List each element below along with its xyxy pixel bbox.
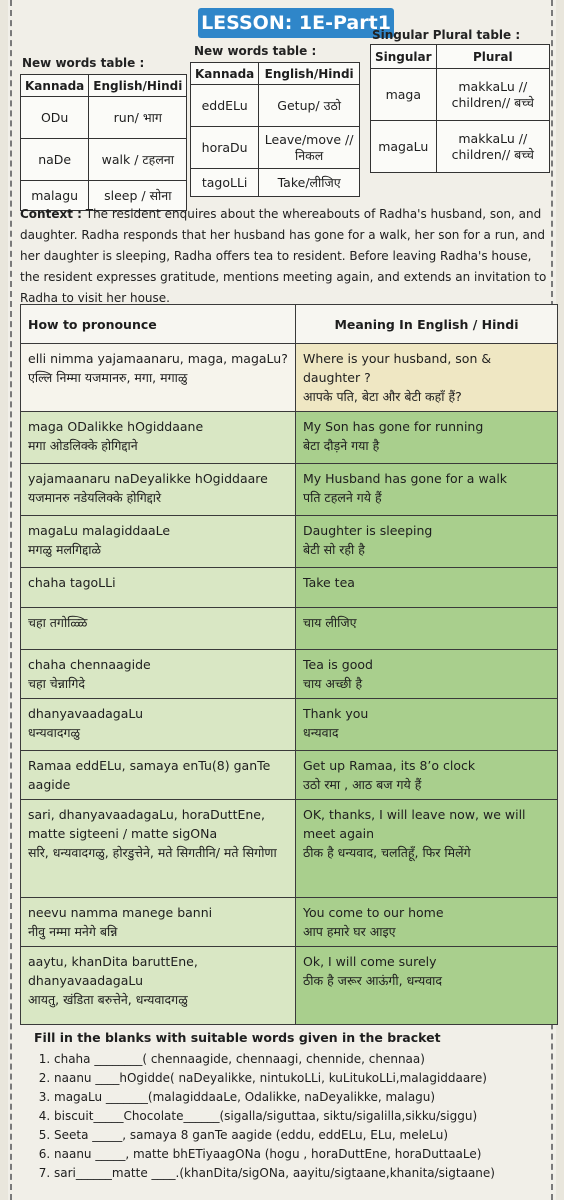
pronunciation-script: एल्लि निम्मा यजमानरु, मगा, मगाळु <box>28 370 188 385</box>
meaning-english: Daughter is sleeping <box>303 523 433 538</box>
singular-plural-table <box>370 44 550 173</box>
meaning-hindi: उठो रमा , आठ बज गये हैं <box>303 777 422 792</box>
table-row <box>21 898 558 947</box>
table-header: Kannada <box>191 63 259 85</box>
pronunciation-script: चहा तगोळ्ळि <box>28 615 88 630</box>
table-cell: naDe <box>21 139 89 181</box>
pronunciation-text: aaytu, khanDita baruttEne, dhanyavaadagaLu <box>28 954 198 988</box>
fill-blanks-list <box>34 1050 554 1183</box>
meaning-hindi: बेटा दौड़ने गया है <box>303 438 380 453</box>
meaning-hindi: ठीक है जरूर आऊंगी, धन्यवाद <box>303 973 443 988</box>
list-item: 5. Seeta _____, samaya 8 ganTe aagide (eddu, eddELu, ELu, meleLu) <box>54 1126 554 1145</box>
meaning-english: Where is your husband, son & daughter ? <box>303 351 492 385</box>
table-cell: makkaLu // children// बच्चे <box>436 121 549 173</box>
pronunciation-script: आयतु, खंडिता बरुत्तेने, धन्यवादगळु <box>28 992 188 1007</box>
table-cell: eddELu <box>191 85 259 127</box>
meaning-english: My Son has gone for running <box>303 419 484 434</box>
pronunciation-text: sari, dhanyavaadagaLu, horaDuttEne, matte sigteeni / matte sigONa <box>28 807 265 841</box>
table-header: Singular <box>371 45 437 69</box>
table-cell: ODu <box>21 97 89 139</box>
table-cell: makkaLu // children// बच्चे <box>436 69 549 121</box>
new-words-table-1 <box>20 74 187 211</box>
new-words-table-2 <box>190 62 360 197</box>
meaning-english: Get up Ramaa, its 8’o clock <box>303 758 476 773</box>
pronunciation-script: सरि, धन्यवादगळु, होरडुत्तेने, मते सिगतीनि/ मते सिगोणा <box>28 845 277 860</box>
table-row <box>21 516 558 568</box>
table-header: Kannada <box>21 75 89 97</box>
page-left-border <box>10 0 12 1200</box>
context-text: The resident enquires about the whereabouts of Radha's husband, son, and daughter. Radha responds that her husband has gone for a walk, her son for a run, and her daughter is sleeping, Radha offers tea to resident. Before leaving Radha's house, the resident expresses gratitude, mentions meeting again, and extends an invitation to Radha to visit her house. <box>20 207 547 305</box>
table-row <box>21 344 558 412</box>
list-item: 1. chaha ________( chennaagide, chennaagi, chennide, chennaa) <box>54 1050 554 1069</box>
table3-title: Singular Plural table : <box>372 28 521 42</box>
table-row <box>21 464 558 516</box>
meaning-english: Ok, I will come surely <box>303 954 437 969</box>
table-cell: Take/लीजिए <box>259 169 360 197</box>
table-cell: magaLu <box>371 121 437 173</box>
table-row <box>21 751 558 800</box>
meaning-hindi: चाय लीजिए <box>303 615 357 630</box>
meaning-hindi: धन्यवाद <box>303 725 339 740</box>
table-header: English/Hindi <box>89 75 187 97</box>
meaning-english: My Husband has gone for a walk <box>303 471 508 486</box>
pronunciation-script: मगा ओडलिक्के होगिद्दाने <box>28 438 138 453</box>
table-cell: Getup/ उठो <box>259 85 360 127</box>
lesson-title: LESSON: 1E-Part1 <box>201 12 391 34</box>
page <box>8 0 556 1200</box>
table-cell: walk / टहलना <box>89 139 187 181</box>
pronunciation-text: magaLu malagiddaaLe <box>28 523 171 538</box>
pronunciation-script: चहा चेन्नागिदे <box>28 676 85 691</box>
table-row <box>21 699 558 751</box>
pronunciation-text: Ramaa eddELu, samaya enTu(8) ganTe aagide <box>28 758 271 792</box>
pronunciation-script: नीवु नम्मा मनेगे बन्नि <box>28 924 118 939</box>
meaning-english: Thank you <box>303 706 369 721</box>
meaning-english: Tea is good <box>303 657 373 672</box>
table-cell: run/ भाग <box>89 97 187 139</box>
table-row <box>21 800 558 898</box>
list-item: 2. naanu ____hOgidde( naDeyalikke, nintukoLLi, kuLitukoLLi,malagiddaare) <box>54 1069 554 1088</box>
pronunciation-text: dhanyavaadagaLu <box>28 706 144 721</box>
table-cell: sleep / सोना <box>89 181 187 211</box>
fill-blanks-title: Fill in the blanks with suitable words given in the bracket <box>34 1030 441 1045</box>
meaning-hindi: ठीक है धन्यवाद, चलतिहूँ, फिर मिलेंगे <box>303 845 471 860</box>
table-header: Plural <box>436 45 549 69</box>
table-cell: horaDu <box>191 127 259 169</box>
list-item: 6. naanu _____, matte bhETiyaagONa (hogu , horaDuttEne, horaDuttaaLe) <box>54 1145 554 1164</box>
table-row <box>21 412 558 464</box>
table-row <box>21 650 558 699</box>
pronunciation-script: मगळु मलगिद्दाळे <box>28 542 101 557</box>
table-header: How to pronounce <box>21 305 296 344</box>
table-header: English/Hindi <box>259 63 360 85</box>
table2-title: New words table : <box>194 44 317 58</box>
context-paragraph <box>20 204 550 309</box>
pronunciation-table <box>20 304 558 1025</box>
meaning-hindi: बेटी सो रही है <box>303 542 365 557</box>
context-label: Context : <box>20 207 82 221</box>
meaning-english: OK, thanks, I will leave now, we will meet again <box>303 807 526 841</box>
table1-title: New words table : <box>22 56 145 70</box>
pronunciation-script: यजमानरु नडेयलिक्के होगिद्दारे <box>28 490 162 505</box>
pronunciation-text: chaha tagoLLi <box>28 575 116 590</box>
pronunciation-text: maga ODalikke hOgiddaane <box>28 419 204 434</box>
list-item: 3. magaLu _______(malagiddaaLe, Odalikke, naDeyalikke, malagu) <box>54 1088 554 1107</box>
pronunciation-text: chaha chennaagide <box>28 657 151 672</box>
meaning-hindi: आप हमारे घर आइए <box>303 924 396 939</box>
table-cell: malagu <box>21 181 89 211</box>
fill-in-blanks-section <box>34 1030 554 1183</box>
list-item: 7. sari______matte ____.(khanDita/sigONa, aayitu/sigtaane,khanita/sigtaane) <box>54 1164 554 1183</box>
meaning-english: Take tea <box>303 575 355 590</box>
table-header: Meaning In English / Hindi <box>296 305 558 344</box>
pronunciation-text: elli nimma yajamaanaru, maga, magaLu? <box>28 351 288 366</box>
table-row <box>21 568 558 608</box>
meaning-hindi: चाय अच्छी है <box>303 676 363 691</box>
lesson-title-banner <box>198 8 394 38</box>
table-row <box>21 608 558 650</box>
table-cell: maga <box>371 69 437 121</box>
pronunciation-script: धन्यवादगळु <box>28 725 80 740</box>
pronunciation-text: yajamaanaru naDeyalikke hOgiddaare <box>28 471 268 486</box>
pronunciation-text: neevu namma manege banni <box>28 905 213 920</box>
list-item: 4. biscuit_____Chocolate______(sigalla/siguttaa, siktu/sigalilla,sikku/siggu) <box>54 1107 554 1126</box>
meaning-hindi: पति टहलने गये हैं <box>303 490 382 505</box>
table-row <box>21 947 558 1025</box>
meaning-english: You come to our home <box>303 905 444 920</box>
meaning-hindi: आपके पति, बेटा और बेटी कहाँ हैं? <box>303 389 462 404</box>
table-cell: Leave/move // निकल <box>259 127 360 169</box>
table-cell: tagoLLi <box>191 169 259 197</box>
